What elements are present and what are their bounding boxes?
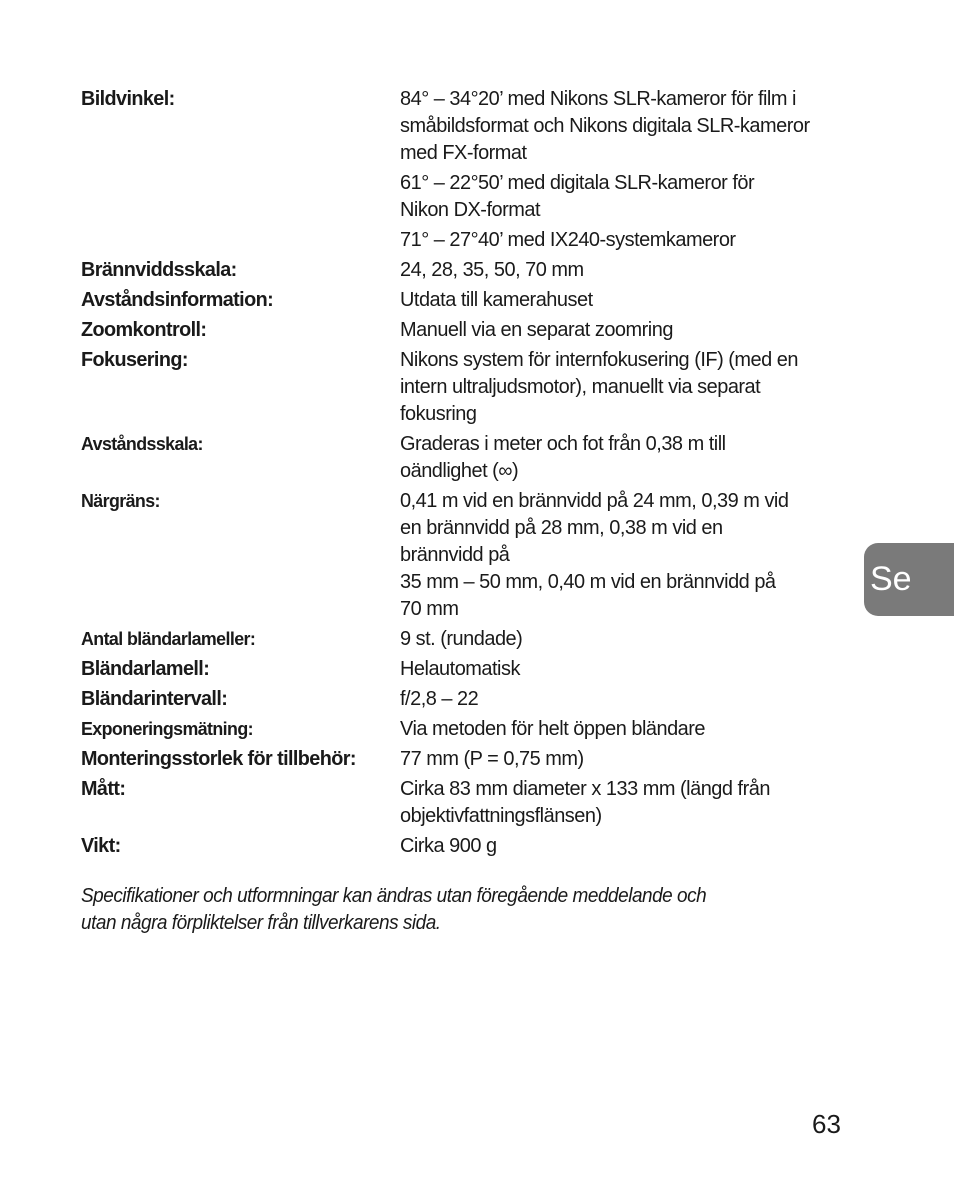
spec-label: Närgräns: — [81, 491, 160, 511]
spec-row — [81, 746, 851, 776]
spec-value-paragraph — [400, 86, 851, 167]
spec-value — [400, 833, 851, 863]
spec-row — [81, 776, 851, 833]
spec-value — [400, 488, 851, 626]
spec-value-line: objektivfattningsflänsen) — [400, 805, 602, 827]
spec-row — [81, 686, 851, 716]
spec-value-line: 0,41 m vid en brännvidd på 24 mm, 0,39 m vid — [400, 490, 789, 512]
spec-row — [81, 317, 851, 347]
spec-value-paragraph — [400, 347, 851, 428]
spec-value-paragraph — [400, 626, 851, 653]
spec-row — [81, 287, 851, 317]
spec-label: Avståndsskala: — [81, 434, 203, 454]
spec-value-line: 9 st. (rundade) — [400, 628, 523, 650]
spec-row — [81, 833, 851, 863]
spec-value-line: Graderas i meter och fot från 0,38 m till — [400, 433, 726, 455]
spec-value-line: intern ultraljudsmotor), manuellt via separat — [400, 376, 761, 398]
spec-value-line: 84° – 34°20’ med Nikons SLR-kameror för film i — [400, 88, 796, 110]
spec-value-paragraph — [400, 656, 851, 683]
spec-value-paragraph — [400, 686, 851, 713]
spec-label: Bildvinkel: — [81, 88, 175, 110]
spec-value-line: Nikons system för internfokusering (IF) (med en — [400, 349, 798, 371]
spec-label: Brännviddsskala: — [81, 259, 237, 281]
spec-label: Monteringsstorlek för tillbehör: — [81, 748, 356, 770]
language-tab-label: Se — [870, 560, 912, 598]
spec-value-paragraph — [400, 716, 851, 743]
spec-value-paragraph — [400, 170, 851, 224]
spec-value-line: med FX-format — [400, 142, 527, 164]
spec-value — [400, 656, 851, 686]
spec-row — [81, 716, 851, 746]
spec-row — [81, 431, 851, 488]
spec-label: Bländarlamell: — [81, 658, 210, 680]
spec-value-paragraph — [400, 227, 851, 254]
spec-value — [400, 716, 851, 746]
spec-value — [400, 431, 851, 488]
spec-row — [81, 656, 851, 686]
spec-value — [400, 686, 851, 716]
spec-value-line: 35 mm – 50 mm, 0,40 m vid en brännvidd på — [400, 571, 776, 593]
spec-value-line: Cirka 83 mm diameter x 133 mm (längd från — [400, 778, 770, 800]
spec-label: Mått: — [81, 778, 126, 800]
spec-row — [81, 488, 851, 626]
spec-value — [400, 86, 851, 257]
spec-value — [400, 317, 851, 347]
spec-value-paragraph — [400, 746, 851, 773]
spec-value — [400, 257, 851, 287]
spec-value-line: Cirka 900 g — [400, 835, 497, 857]
spec-value-line: 61° – 22°50’ med digitala SLR-kameror för — [400, 172, 755, 194]
spec-row — [81, 626, 851, 656]
spec-value-line: 24, 28, 35, 50, 70 mm — [400, 259, 584, 281]
spec-value-line: 70 mm — [400, 598, 459, 620]
spec-label: Fokusering: — [81, 349, 188, 371]
spec-value — [400, 287, 851, 317]
spec-value-line: Manuell via en separat zoomring — [400, 319, 673, 341]
spec-label: Avståndsinformation: — [81, 289, 274, 311]
language-tab — [864, 543, 954, 616]
spec-value-line: Utdata till kamerahuset — [400, 289, 593, 311]
spec-value-paragraph — [400, 776, 851, 830]
spec-value — [400, 746, 851, 776]
spec-value-paragraph — [400, 257, 851, 284]
spec-value-paragraph — [400, 488, 851, 623]
spec-row — [81, 347, 851, 431]
spec-value-line: småbildsformat och Nikons digitala SLR-kameror — [400, 115, 810, 137]
spec-value-paragraph — [400, 287, 851, 314]
spec-value — [400, 626, 851, 656]
page-number: 63 — [812, 1109, 841, 1139]
spec-label: Bländarintervall: — [81, 688, 228, 710]
spec-value-line: oändlighet (∞) — [400, 460, 519, 482]
spec-label: Vikt: — [81, 835, 121, 857]
spec-label: Zoomkontroll: — [81, 319, 207, 341]
spec-value-line: Helautomatisk — [400, 658, 520, 680]
disclaimer-note — [81, 883, 861, 937]
spec-label: Exponeringsmätning: — [81, 719, 253, 739]
spec-value-line: 71° – 27°40’ med IX240-systemkameror — [400, 229, 736, 251]
spec-value-line: brännvidd på — [400, 544, 510, 566]
spec-value-line: 77 mm (P = 0,75 mm) — [400, 748, 584, 770]
spec-value-paragraph — [400, 317, 851, 344]
spec-value-line: f/2,8 – 22 — [400, 688, 479, 710]
spec-value-line: Via metoden för helt öppen bländare — [400, 718, 706, 740]
spec-row — [81, 86, 851, 257]
spec-value-line: Nikon DX-format — [400, 199, 541, 221]
spec-value — [400, 776, 851, 833]
spec-label: Antal bländarlameller: — [81, 629, 256, 649]
disclaimer-line: Specifikationer och utformningar kan ändras utan föregående meddelande och — [81, 885, 707, 907]
spec-value — [400, 347, 851, 431]
spec-row — [81, 257, 851, 287]
disclaimer-line: utan några förpliktelser från tillverkarens sida. — [81, 912, 441, 934]
spec-value-line: en brännvidd på 28 mm, 0,38 m vid en — [400, 517, 723, 539]
spec-value-paragraph — [400, 431, 851, 485]
specifications-table — [81, 86, 851, 863]
spec-value-line: fokusring — [400, 403, 477, 425]
spec-value-paragraph — [400, 833, 851, 860]
